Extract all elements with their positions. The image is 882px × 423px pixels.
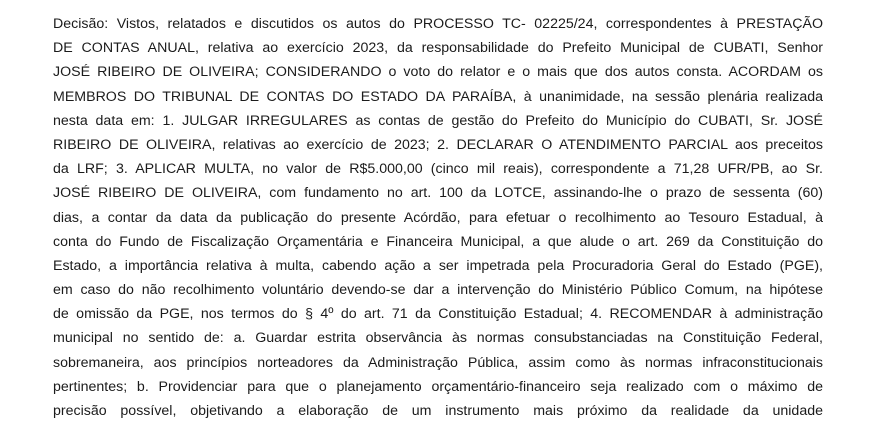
text-line: nesta data em: 1. JULGAR IRREGULARES as contas de gestão do Prefeito do Município do CUBATI, Sr. JOSÉ [53,112,823,129]
text-line: MEMBROS DO TRIBUNAL DE CONTAS DO ESTADO DA PARAÍBA, à unanimidade, na sessão plenária realizada [53,88,823,105]
text-line: sobremaneira, aos princípios norteadores da Administração Pública, assim como às normas infraconstitucionais [53,354,823,371]
text-line: JOSÉ RIBEIRO DE OLIVEIRA; CONSIDERANDO o voto do relator e o mais que dos autos consta. ACORDAM os [53,64,823,81]
text-line: Decisão: Vistos, relatados e discutidos os autos do PROCESSO TC- 02225/24, correspondentes à PRESTAÇÃO [53,16,823,32]
text-line: municipal no sentido de: a. Guardar estrita observância às normas consubstanciadas na Constituição Federal, [53,330,823,347]
text-line: DE CONTAS ANUAL, relativa ao exercício 2023, da responsabilidade do Prefeito Municipal de CUBATI, Senhor [53,40,823,57]
text-line: pertinentes; b. Providenciar para que o planejamento orçamentário-financeiro seja realizado com o máximo de [53,378,823,395]
text-line: da LRF; 3. APLICAR MULTA, no valor de R$5.000,00 (cinco mil reais), correspondente a 71,28 UFR/PB, ao Sr. [53,161,823,178]
text-line: RIBEIRO DE OLIVEIRA, relativas ao exercício de 2023; 2. DECLARAR O ATENDIMENTO PARCIAL aos preceitos [53,136,823,153]
text-line: precisão possível, objetivando a elaboração de um instrumento mais próximo da realidade da unidade [53,403,823,419]
text-line: dias, a contar da data da publicação do presente Acórdão, para efetuar o recolhimento ao Tesouro Estadual, à [53,209,823,226]
text-line: de omissão da PGE, nos termos do § 4º do art. 71 da Constituição Estadual; 4. RECOMENDAR à administração [53,306,823,323]
text-line: Estado, a importância relativa à multa, cabendo ação a ser impetrada pela Procuradoria Geral do Estado (PGE), [53,257,823,274]
text-line: em caso do não recolhimento voluntário devendo-se dar a intervenção do Ministério Público Comum, na hipótese [53,282,823,299]
text-line: conta do Fundo de Fiscalização Orçamentária e Financeira Municipal, a que alude o art. 269 da Constituição do [53,233,823,250]
decision-text-block [53,12,823,423]
text-line: JOSÉ RIBEIRO DE OLIVEIRA, com fundamento no art. 100 da LOTCE, assinando-lhe o prazo de sessenta (60) [53,185,823,202]
